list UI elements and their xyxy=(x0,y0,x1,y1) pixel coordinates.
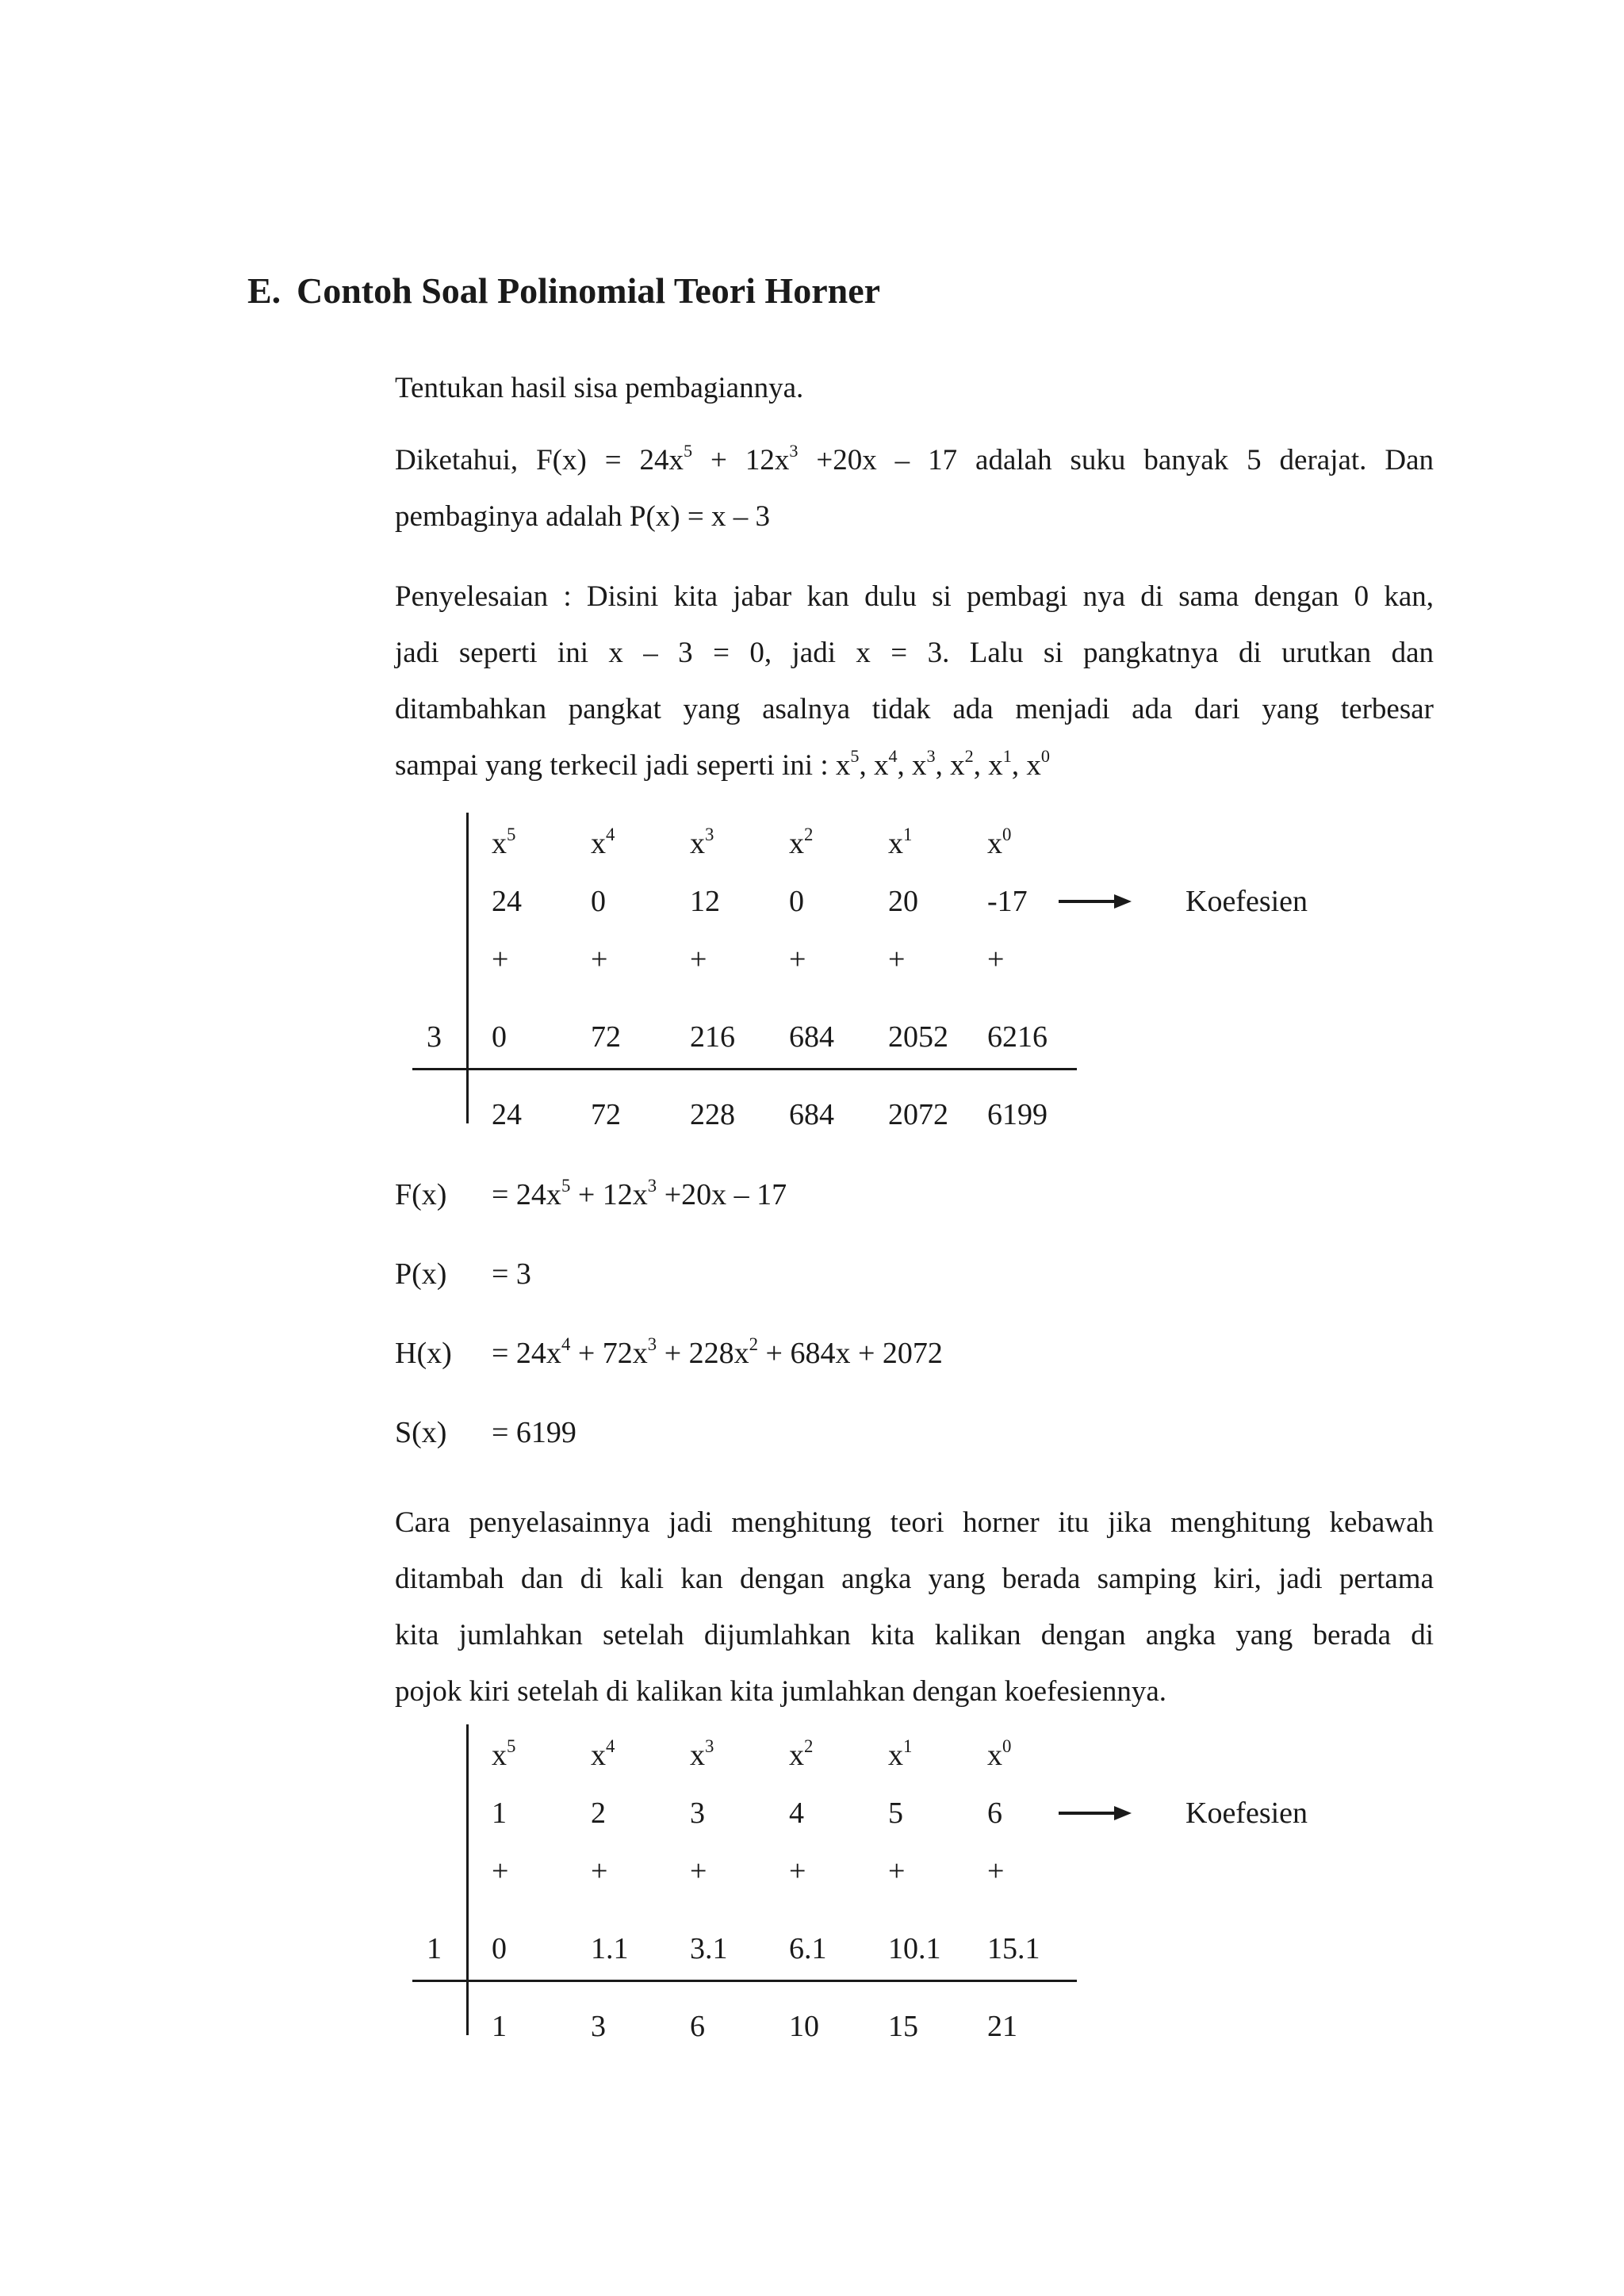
coefficient-cell: 1 xyxy=(492,1797,507,1830)
solution-paragraph xyxy=(395,568,1434,794)
product-cell: 0 xyxy=(492,1932,507,1965)
equation-label: F(x) xyxy=(395,1178,447,1211)
result-cell: 15 xyxy=(888,2010,918,2043)
coefficient-cell: 3 xyxy=(690,1797,705,1830)
section-letter: E. xyxy=(247,270,282,311)
explanation-line-4: pojok kiri setelah di kalikan kita jumlahkan dengan koefesiennya. xyxy=(395,1675,1167,1708)
equation-label: H(x) xyxy=(395,1337,452,1370)
equation-value: = $24x^4 + 72x^3 + 228x^2 + 684x + 2072$ xyxy=(492,1334,943,1370)
table-horizontal-line xyxy=(412,1980,1077,1982)
power-header: $x^5$ xyxy=(492,825,516,860)
product-cell: 10.1 xyxy=(888,1932,941,1965)
coefficient-cell: 6 xyxy=(987,1797,1002,1830)
coefficient-cell: 12 xyxy=(690,885,720,918)
solution-line-2: jadi seperti ini x – 3 = 0, jadi x = 3. Lalu si pangkatnya di urutkan dan xyxy=(395,637,1434,669)
equation-label: P(x) xyxy=(395,1257,447,1291)
arrow-right-icon xyxy=(1059,1804,1132,1822)
product-cell: 216 xyxy=(690,1020,735,1054)
result-cell: 228 xyxy=(690,1098,735,1131)
result-cell: 6199 xyxy=(987,1098,1048,1131)
table-vertical-line xyxy=(466,813,469,1123)
power-header: $x^4$ xyxy=(591,1736,615,1772)
equation-label: S(x) xyxy=(395,1416,447,1449)
plus-sign: + xyxy=(492,943,509,976)
result-cell: 6 xyxy=(690,2010,705,2043)
power-header: $x^4$ xyxy=(591,825,615,860)
given-paragraph xyxy=(395,432,1434,545)
product-cell: 6216 xyxy=(987,1020,1048,1054)
result-cell: 2072 xyxy=(888,1098,948,1131)
solution-line-3: ditambahkan pangkat yang asalnya tidak ada menjadi ada dari yang terbesar xyxy=(395,693,1434,725)
arrow-right-icon xyxy=(1059,893,1132,910)
plus-sign: + xyxy=(789,943,806,976)
power-header: $x^5$ xyxy=(492,1736,516,1772)
result-cell: 1 xyxy=(492,2010,507,2043)
power-header: $x^3$ xyxy=(690,1736,714,1772)
given-line-2: pembaginya adalah P(x) = x – 3 xyxy=(395,500,770,533)
explanation-line-1: Cara penyelasainnya jadi menghitung teori horner itu jika menghitung kebawah xyxy=(395,1506,1434,1539)
result-cell: 21 xyxy=(987,2010,1017,2043)
result-cell: 10 xyxy=(789,2010,819,2043)
coefficient-cell: 4 xyxy=(789,1797,804,1830)
intro-text: Tentukan hasil sisa pembagiannya. xyxy=(395,372,804,404)
product-cell: 0 xyxy=(492,1020,507,1054)
explanation-line-3: kita jumlahkan setelah dijumlahkan kita kalikan dengan angka yang berada di xyxy=(395,1619,1434,1651)
section-heading xyxy=(247,270,880,312)
product-cell: 72 xyxy=(591,1020,621,1054)
plus-sign: + xyxy=(591,943,608,976)
explanation-line-2: ditambah dan di kali kan dengan angka yang berada samping kiri, jadi pertama xyxy=(395,1563,1434,1595)
product-cell: 6.1 xyxy=(789,1932,827,1965)
equation-value: = 3 xyxy=(492,1257,531,1291)
power-header: $x^2$ xyxy=(789,825,814,860)
product-cell: 3.1 xyxy=(690,1932,728,1965)
product-cell: 15.1 xyxy=(987,1932,1040,1965)
coefficient-cell: 2 xyxy=(591,1797,606,1830)
section-title: Contoh Soal Polinomial Teori Horner xyxy=(297,270,881,311)
power-header: $x^1$ xyxy=(888,1736,913,1772)
coefficient-cell: 0 xyxy=(789,885,804,918)
coefficient-cell: 20 xyxy=(888,885,918,918)
result-cell: 3 xyxy=(591,2010,606,2043)
plus-sign: + xyxy=(888,1854,906,1888)
divisor-value: 1 xyxy=(427,1932,442,1965)
arrow-label: Koefesien xyxy=(1185,1797,1308,1830)
solution-line-4: sampai yang terkecil jadi seperti ini : $x^5$, $x^4$, $x^3$, $x^2$, $x^1$, $x^0$ xyxy=(395,746,1050,782)
result-cell: 684 xyxy=(789,1098,834,1131)
result-cell: 24 xyxy=(492,1098,522,1131)
power-header: $x^3$ xyxy=(690,825,714,860)
coefficient-cell: -17 xyxy=(987,885,1028,918)
plus-sign: + xyxy=(888,943,906,976)
power-header: $x^2$ xyxy=(789,1736,814,1772)
product-cell: 684 xyxy=(789,1020,834,1054)
power-header: $x^1$ xyxy=(888,825,913,860)
plus-sign: + xyxy=(690,1854,707,1888)
given-line-1: Diketahui, $F(x) = 24x^5 + 12x^3 +20x - 17$ adalah suku banyak 5 derajat. Dan xyxy=(395,441,1434,476)
explanation-paragraph xyxy=(395,1494,1434,1720)
divisor-value: 3 xyxy=(427,1020,442,1054)
product-cell: 2052 xyxy=(888,1020,948,1054)
arrow-label: Koefesien xyxy=(1185,885,1308,918)
coefficient-cell: 5 xyxy=(888,1797,903,1830)
plus-sign: + xyxy=(987,1854,1005,1888)
coefficient-cell: 0 xyxy=(591,885,606,918)
intro-paragraph xyxy=(395,360,1434,416)
equation-value: = 6199 xyxy=(492,1416,576,1449)
table-horizontal-line xyxy=(412,1068,1077,1070)
equation-value: = $24x^5 + 12x^3 +20x - 17$ xyxy=(492,1176,787,1211)
solution-line-1: Penyelesaian : Disini kita jabar kan dulu si pembagi nya di sama dengan 0 kan, xyxy=(395,580,1434,613)
coefficient-cell: 24 xyxy=(492,885,522,918)
plus-sign: + xyxy=(690,943,707,976)
plus-sign: + xyxy=(789,1854,806,1888)
power-header: $x^0$ xyxy=(987,1736,1012,1772)
plus-sign: + xyxy=(492,1854,509,1888)
result-cell: 72 xyxy=(591,1098,621,1131)
power-header: $x^0$ xyxy=(987,825,1012,860)
table-vertical-line xyxy=(466,1724,469,2035)
plus-sign: + xyxy=(987,943,1005,976)
product-cell: 1.1 xyxy=(591,1932,629,1965)
plus-sign: + xyxy=(591,1854,608,1888)
